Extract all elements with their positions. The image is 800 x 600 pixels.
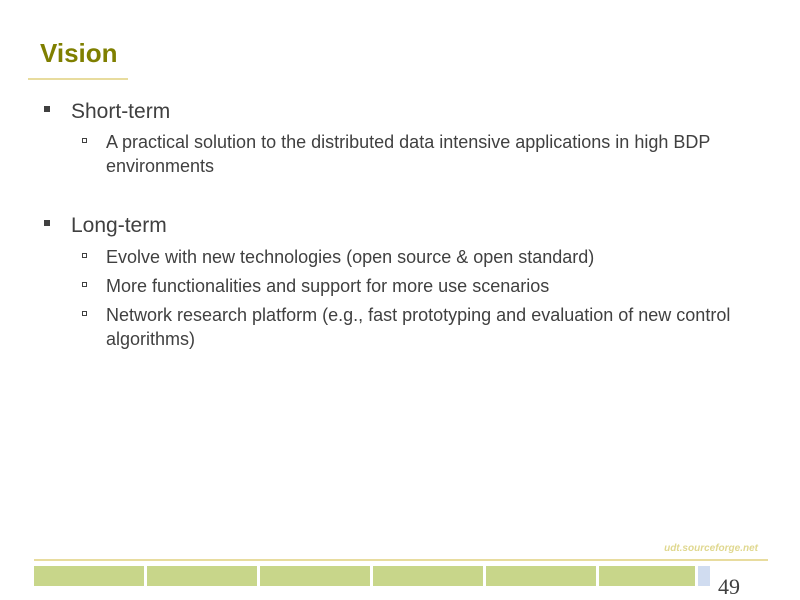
title-underline: [28, 78, 128, 80]
footer-bar-segment: [147, 566, 257, 586]
slide-title: Vision: [40, 38, 118, 68]
sub-bullet-text: A practical solution to the distributed data intensive applications in high BDP environments: [106, 132, 711, 176]
hollow-square-bullet-icon: [82, 282, 87, 287]
footer-bar-segment: [698, 566, 710, 586]
footer-bar-segment: [373, 566, 483, 586]
sub-bullet: [106, 274, 746, 298]
bullet-label: Long-term: [71, 214, 167, 237]
page-number: 49: [718, 574, 740, 599]
footer-bar-segment: [34, 566, 144, 586]
hollow-square-bullet-icon: [82, 138, 87, 143]
footer-bar-segment: [599, 566, 695, 586]
footer-bar-segment: [486, 566, 596, 586]
hollow-square-bullet-icon: [82, 311, 87, 316]
square-bullet-icon: [44, 106, 50, 112]
sub-bullet: [106, 130, 746, 178]
hollow-square-bullet-icon: [82, 253, 87, 258]
footer-url: udt.sourceforge.net: [664, 543, 758, 554]
sub-bullet: [106, 245, 746, 269]
footer-bar-strip: [34, 566, 710, 586]
sub-bullet-text: Network research platform (e.g., fast prototyping and evaluation of new control algorithms): [106, 305, 731, 349]
footer-bar-segment: [260, 566, 370, 586]
bullet-label: Short-term: [71, 100, 171, 123]
sub-bullet-text: Evolve with new technologies (open source & open standard): [106, 247, 595, 267]
footer-divider: [34, 559, 768, 561]
bullet-short-term: [71, 100, 170, 124]
sub-bullet-text: More functionalities and support for more use scenarios: [106, 276, 550, 296]
bullet-long-term: [71, 214, 167, 238]
sub-bullet: [106, 303, 746, 351]
square-bullet-icon: [44, 220, 50, 226]
